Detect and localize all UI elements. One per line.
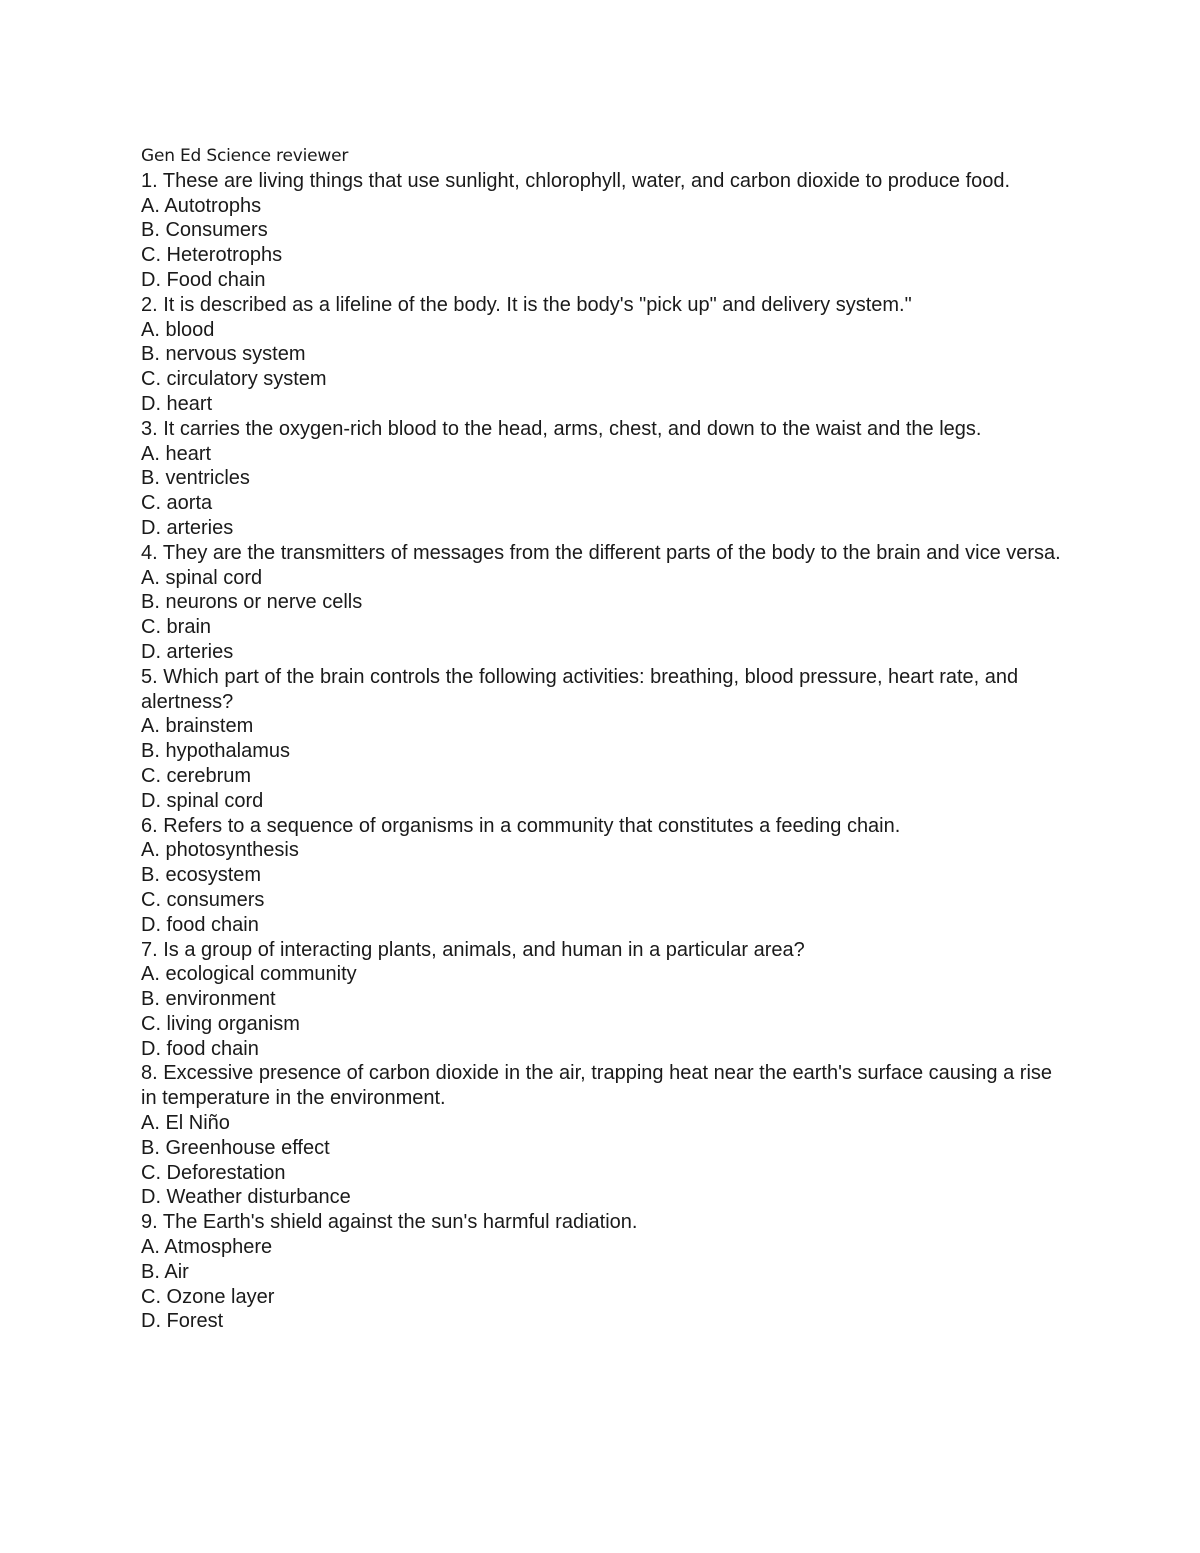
document-body	[141, 144, 1061, 1334]
question-text: 5. Which part of the brain controls the following activities: breathing, blood pressure, heart rate, and alertness?	[141, 665, 1019, 713]
answer-option: A. photosynthesis	[141, 839, 299, 862]
answer-option: D. food chain	[141, 1037, 259, 1060]
question-text: 2. It is described as a lifeline of the body. It is the body's "pick up" and delivery system."	[141, 293, 912, 316]
answer-option: B. environment	[141, 988, 276, 1011]
answer-option: B. nervous system	[141, 343, 306, 366]
answer-option: B. ecosystem	[141, 864, 262, 887]
question-text: 9. The Earth's shield against the sun's harmful radiation.	[141, 1211, 638, 1234]
answer-option: A. blood	[141, 318, 215, 341]
question-text: 7. Is a group of interacting plants, animals, and human in a particular area?	[141, 938, 805, 961]
answer-option: B. Greenhouse effect	[141, 1136, 330, 1159]
answer-option: B. neurons or nerve cells	[141, 591, 363, 614]
answer-option: B. ventricles	[141, 467, 250, 490]
document-title: Gen Ed Science reviewer	[141, 146, 349, 166]
answer-option: C. living organism	[141, 1012, 300, 1035]
answer-option: C. Ozone layer	[141, 1285, 275, 1308]
answer-option: D. Food chain	[141, 268, 266, 291]
answer-option: C. cerebrum	[141, 764, 252, 787]
answer-option: C. brain	[141, 616, 212, 639]
answer-option: A. Autotrophs	[141, 194, 262, 217]
answer-option: A. brainstem	[141, 715, 254, 738]
answer-option: D. arteries	[141, 516, 234, 539]
question-text: 4. They are the transmitters of messages from the different parts of the body to the brain and vice versa.	[141, 541, 1061, 564]
question-list	[141, 169, 1061, 1334]
answer-option: D. spinal cord	[141, 789, 264, 812]
question-block	[141, 665, 1061, 814]
question-block	[141, 1210, 1061, 1334]
question-block	[141, 293, 1061, 417]
answer-option: D. heart	[141, 392, 213, 415]
answer-option: C. Heterotrophs	[141, 244, 283, 267]
answer-option: B. Air	[141, 1260, 189, 1283]
answer-option: C. Deforestation	[141, 1161, 286, 1184]
answer-option: D. food chain	[141, 913, 259, 936]
answer-option: B. Consumers	[141, 219, 268, 242]
question-block	[141, 814, 1061, 938]
answer-option: D. Forest	[141, 1310, 224, 1333]
question-text: 3. It carries the oxygen-rich blood to the head, arms, chest, and down to the waist and the legs.	[141, 417, 982, 440]
answer-option: A. Atmosphere	[141, 1236, 273, 1259]
answer-option: C. aorta	[141, 492, 213, 515]
question-text: 1. These are living things that use sunlight, chlorophyll, water, and carbon dioxide to produce food.	[141, 169, 1011, 192]
question-block	[141, 541, 1061, 665]
answer-option: D. Weather disturbance	[141, 1186, 351, 1209]
question-block	[141, 169, 1061, 293]
answer-option: A. spinal cord	[141, 566, 263, 589]
answer-option: A. heart	[141, 442, 212, 465]
answer-option: A. ecological community	[141, 963, 357, 986]
answer-option: A. El Niño	[141, 1112, 230, 1135]
question-block	[141, 1061, 1061, 1210]
answer-option: C. consumers	[141, 888, 265, 911]
answer-option: C. circulatory system	[141, 368, 327, 391]
answer-option: D. arteries	[141, 640, 234, 663]
question-block	[141, 938, 1061, 1062]
question-text: 8. Excessive presence of carbon dioxide in the air, trapping heat near the earth's surface causing a rise in temperature in the environment.	[141, 1062, 1053, 1110]
answer-option: B. hypothalamus	[141, 740, 290, 763]
question-block	[141, 417, 1061, 541]
question-text: 6. Refers to a sequence of organisms in a community that constitutes a feeding chain.	[141, 814, 901, 837]
